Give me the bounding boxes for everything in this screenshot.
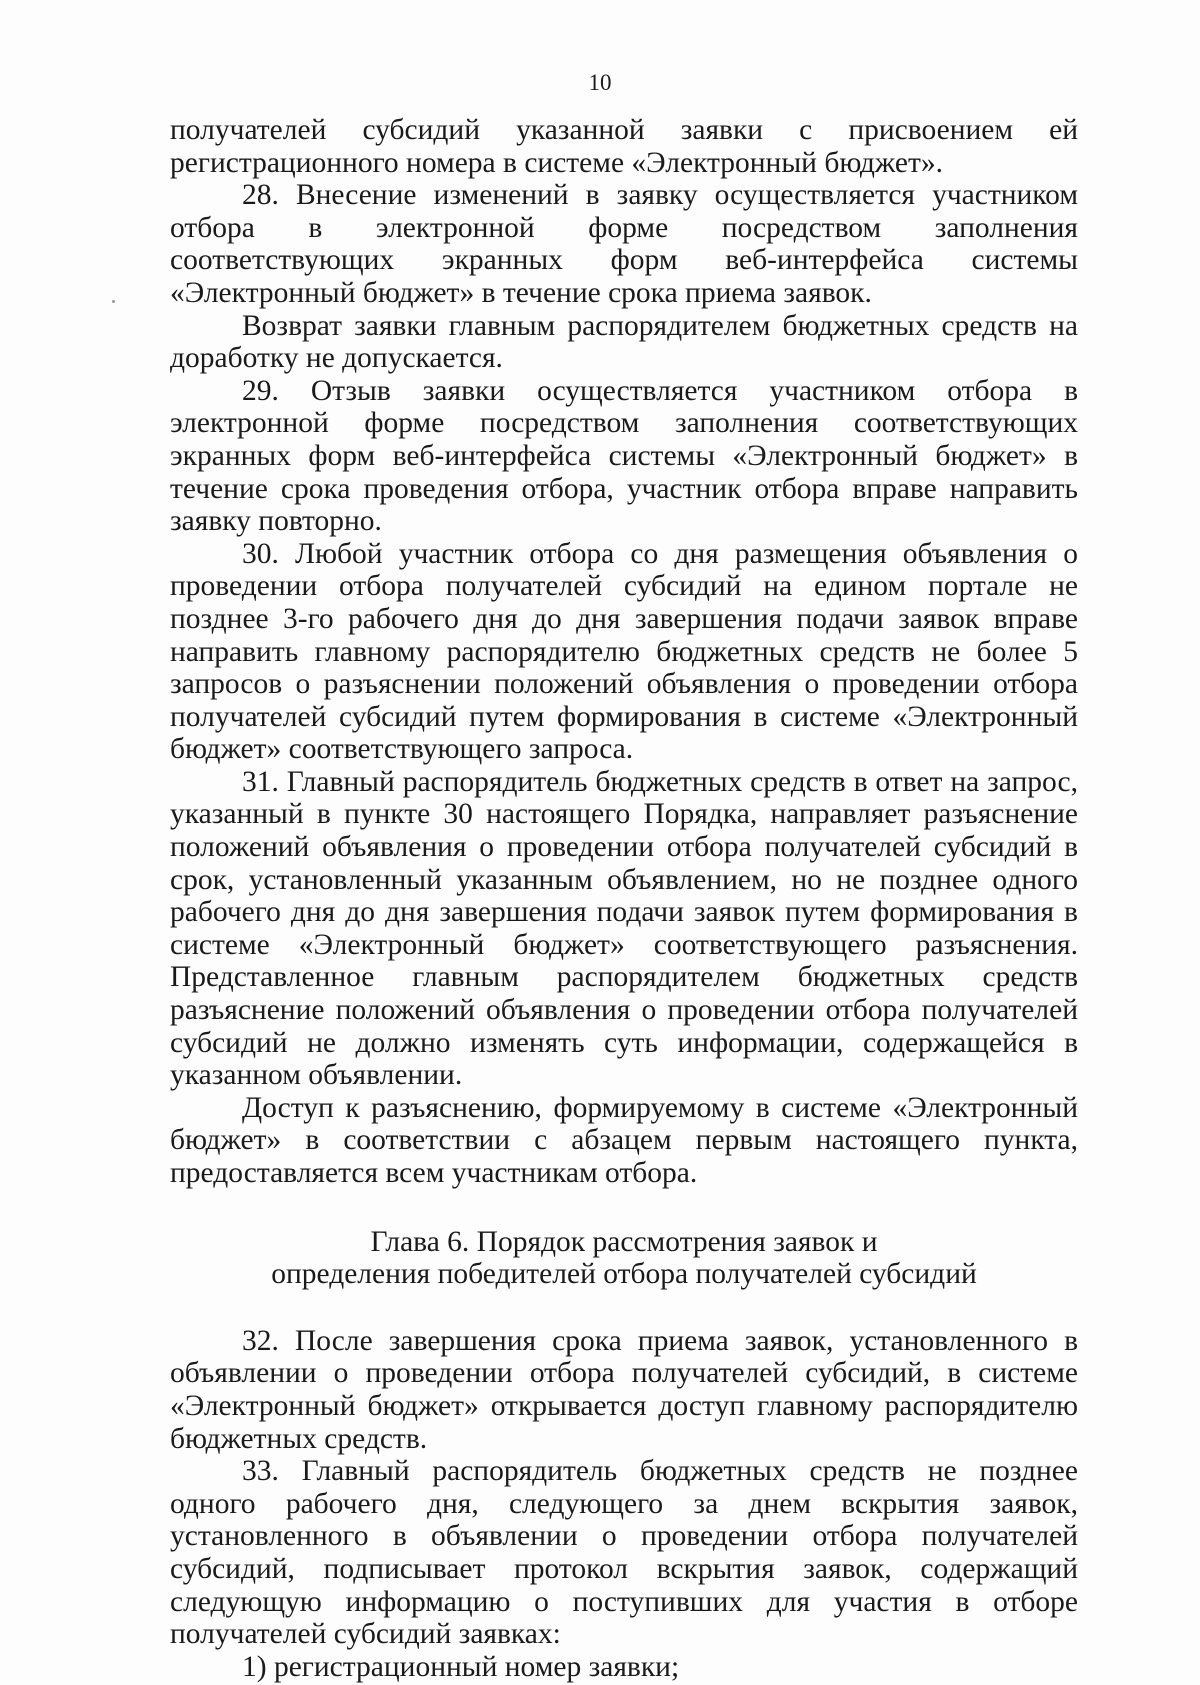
chapter-heading xyxy=(170,1226,1078,1291)
chapter-heading-line-2: определения победителей отбора получателей субсидий xyxy=(271,1258,977,1291)
paragraph-30: 30. Любой участник отбора со дня размещения объявления о проведении отбора получателей субсидий на едином портале не позднее 3-го рабочего дня до дня завершения подачи заявок вправе направить главному распорядителю бюджетных средств не более 5 запросов о разъяснении положений объявления о проведении отбора получателей субсидий путем формирования в системе «Электронный бюджет» соответствующего запроса. xyxy=(170,537,1078,766)
paragraph-31: 31. Главный распорядитель бюджетных средств в ответ на запрос, указанный в пункте 30 настоящего Порядка, направляет разъяснение положений объявления о проведении отбора получателей субсидий в срок, установленный указанным объявлением, но не позднее одного рабочего дня до дня завершения подачи заявок путем формирования в системе «Электронный бюджет» соответствующего разъяснения. Представленное главным распорядителем бюджетных средств разъяснение положений объявления о проведении отбора получателей субсидий не должно изменять суть информации, содержащейся в указанном объявлении. xyxy=(170,765,1078,1092)
page-number: 10 xyxy=(588,70,612,95)
scan-speck xyxy=(112,300,115,303)
paragraph-29: 29. Отзыв заявки осуществляется участником отбора в электронной форме посредством заполнения соответствующих экранных форм веб-интерфейса системы «Электронный бюджет» в течение срока проведения отбора, участник отбора вправе направить заявку повторно. xyxy=(170,374,1078,538)
paragraph-continuation: получателей субсидий указанной заявки с присвоением ей регистрационного номера в системе «Электронный бюджет». xyxy=(170,114,1078,179)
paragraph-28-return: Возврат заявки главным распорядителем бюджетных средств на доработку не допускается. xyxy=(170,309,1078,375)
paragraph-32: 32. После завершения срока приема заявок, установленного в объявлении о проведении отбора получателей субсидий, в системе «Электронный бюджет» открывается доступ главному распорядителю бюджетных средств. xyxy=(170,1324,1078,1455)
paragraph-28: 28. Внесение изменений в заявку осуществляется участником отбора в электронной форме посредством заполнения соответствующих экранных форм веб-интерфейса системы «Электронный бюджет» в течение срока приема заявок. xyxy=(170,179,1078,309)
paragraph-33: 33. Главный распорядитель бюджетных средств не позднее одного рабочего дня, следующего за днем вскрытия заявок, установленного в объявлении о проведении отбора получателей субсидий, подписывает протокол вскрытия заявок, содержащий следующую информацию о поступивших для участия в отборе получателей субсидий заявках: xyxy=(170,1455,1078,1651)
list-item-1: 1) регистрационный номер заявки; xyxy=(242,1650,680,1683)
chapter-heading-line-1: Глава 6. Порядок рассмотрения заявок и xyxy=(370,1225,878,1258)
paragraph-31-access: Доступ к разъяснению, формируемому в системе «Электронный бюджет» в соответствии с абзацем первым настоящего пункта, предоставляется всем участникам отбора. xyxy=(170,1091,1078,1189)
document-body xyxy=(170,114,1078,1683)
